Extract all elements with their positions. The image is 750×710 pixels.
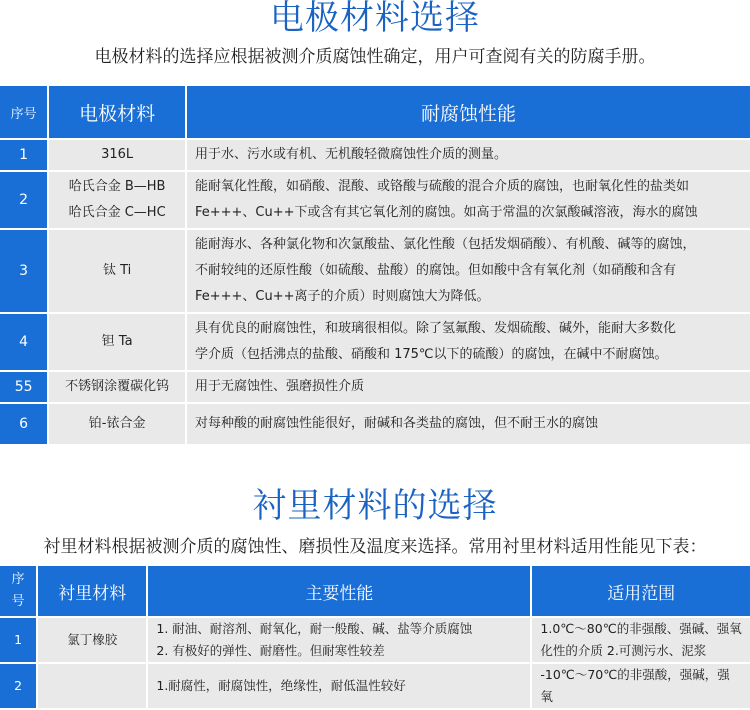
row-material: 氯丁橡胶 xyxy=(38,618,146,662)
material-line: 铂-铱合金 xyxy=(88,416,146,431)
table-row xyxy=(0,618,750,662)
row-property xyxy=(187,404,750,444)
electrode-table xyxy=(0,84,750,446)
row-material xyxy=(38,664,146,708)
property-line: 2. 有极好的弹性、耐磨性。但耐寒性较差 xyxy=(156,643,385,658)
col-header-material: 电极材料 xyxy=(49,86,185,138)
row-material xyxy=(49,230,185,312)
row-index: 3 xyxy=(0,230,47,312)
electrode-intro: 电极材料的选择应根据被测介质腐蚀性确定，用户可查阅有关的防腐手册。 xyxy=(94,47,656,67)
material-line: 哈氏合金 C—HC xyxy=(68,205,166,220)
material-line: 钽 Ta xyxy=(101,334,133,349)
property-line: 能耐氧化性酸，如硝酸、混酸、或铬酸与硫酸的混合介质的腐蚀，也耐氧化性的盐类如 xyxy=(194,179,689,194)
row-material xyxy=(49,140,185,170)
row-property xyxy=(187,372,750,402)
electrode-table-header xyxy=(0,86,750,138)
property-line: 具有优良的耐腐蚀性，和玻璃很相似。除了氢氟酸、发烟硫酸、碱外，能耐大多数化 xyxy=(194,321,676,336)
row-material xyxy=(49,404,185,444)
col-header-range: 适用范围 xyxy=(532,566,750,616)
lining-table-header xyxy=(0,566,750,616)
row-index: 6 xyxy=(0,404,47,444)
row-index: 4 xyxy=(0,314,47,370)
col-header-property: 主要性能 xyxy=(148,566,530,616)
property-line: 能耐海水、各种氯化物和次氯酸盐、氯化性酸（包括发烟硝酸）、有机酸、碱等的腐蚀， xyxy=(194,237,696,252)
table-row xyxy=(0,140,750,170)
table-row xyxy=(0,314,750,370)
material-line: 不锈钢涂覆碳化钨 xyxy=(65,379,170,394)
row-index: 2 xyxy=(0,172,47,228)
range-line: -10℃～70℃的非强酸，强碱，强氧 xyxy=(540,667,730,704)
property-line: 学介质（包括沸点的盐酸、硝酸和 175℃以下的硫酸）的腐蚀，在碱中不耐腐蚀。 xyxy=(194,347,668,362)
row-material xyxy=(49,172,185,228)
row-material xyxy=(49,314,185,370)
row-index: 2 xyxy=(0,664,36,708)
electrode-section-title: 电极材料选择 xyxy=(270,0,480,38)
col-header-property: 耐腐蚀性能 xyxy=(187,86,750,138)
table-row xyxy=(0,172,750,228)
material-line: 316L xyxy=(101,147,134,162)
row-property xyxy=(148,618,530,662)
property-line: 1.耐腐性，耐腐蚀性，绝缘性，耐低温性较好 xyxy=(156,678,406,693)
row-range xyxy=(532,664,750,708)
property-line: Fe+++、Cu++下或含有其它氧化剂的腐蚀。如高于常温的次氯酸碱溶液，海水的腐蚀 xyxy=(194,205,698,220)
table-row xyxy=(0,664,750,708)
property-line: 用于水、污水或有机、无机酸轻微腐蚀性介质的测量。 xyxy=(194,147,507,162)
col-header-index: 序 号 xyxy=(0,566,36,616)
row-index: 1 xyxy=(0,618,36,662)
row-property xyxy=(187,140,750,170)
property-line: 1. 耐油、耐溶剂、耐氧化，耐一般酸、碱、盐等介质腐蚀 xyxy=(156,621,473,636)
range-line: 化性的介质 2.可测污水、泥浆 xyxy=(540,643,707,658)
material-line: 钛 Ti xyxy=(102,263,132,278)
row-material xyxy=(49,372,185,402)
lining-intro: 衬里材料根据被测介质的腐蚀性、磨损性及温度来选择。常用衬里材料适用性能见下表： xyxy=(43,537,707,557)
table-row xyxy=(0,404,750,444)
lining-table xyxy=(0,564,750,710)
row-index: 1 xyxy=(0,140,47,170)
property-line: 对每种酸的耐腐蚀性能很好，耐碱和各类盐的腐蚀，但不耐王水的腐蚀 xyxy=(194,416,598,431)
property-line: 用于无腐蚀性、强磨损性介质 xyxy=(194,379,364,394)
row-index: 55 xyxy=(0,372,47,402)
row-property xyxy=(187,172,750,228)
property-line: Fe+++、Cu++离子的介质）时则腐蚀大为降低。 xyxy=(194,289,490,304)
row-property xyxy=(148,664,530,708)
row-property xyxy=(187,230,750,312)
table-row xyxy=(0,372,750,402)
lining-section-title: 衬里材料的选择 xyxy=(252,486,498,526)
row-range xyxy=(532,618,750,662)
property-line: 不耐较纯的还原性酸（如硫酸、盐酸）的腐蚀。但如酸中含有氧化剂（如硝酸和含有 xyxy=(194,263,676,278)
col-header-material: 衬里材料 xyxy=(38,566,146,616)
range-line: 1.0℃～80℃的非强酸、强碱、强氧 xyxy=(540,621,742,636)
material-line: 哈氏合金 B—HB xyxy=(68,179,166,194)
table-row xyxy=(0,230,750,312)
col-header-index: 序号 xyxy=(0,86,47,138)
row-property xyxy=(187,314,750,370)
